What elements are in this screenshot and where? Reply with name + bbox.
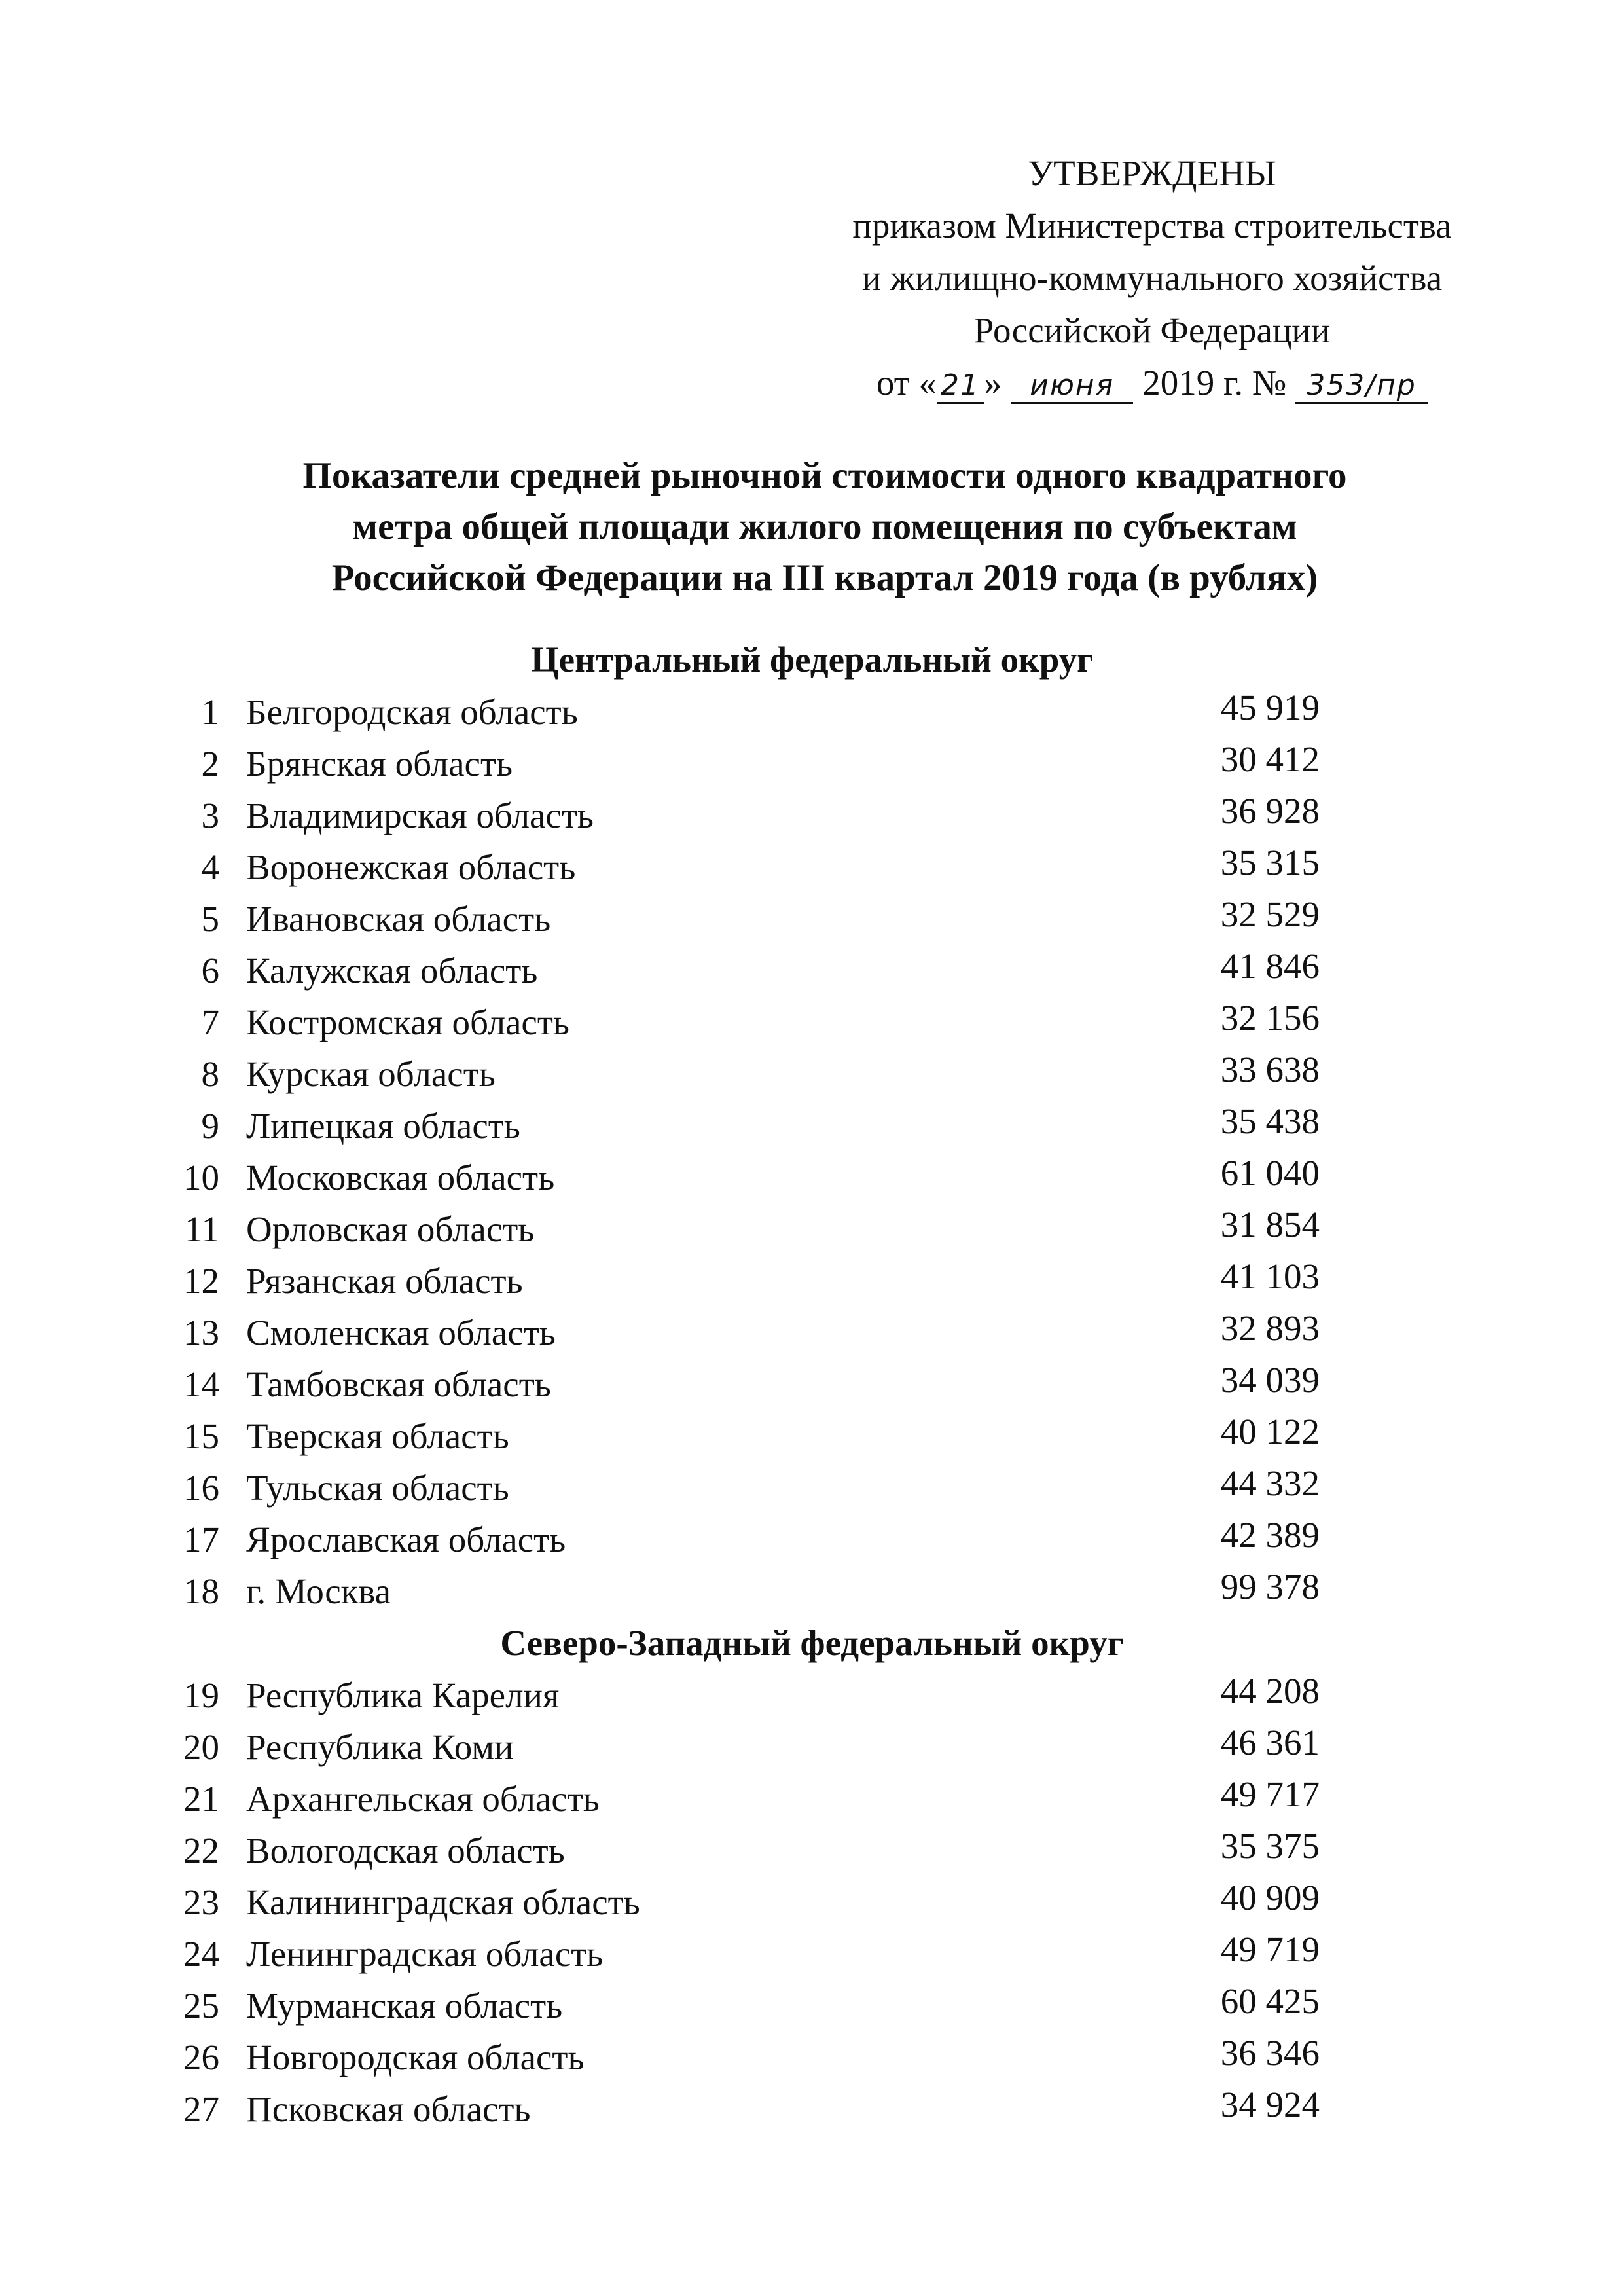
- table-row: [0, 945, 1624, 996]
- row-number: 9: [201, 1106, 219, 1146]
- price-value: 41 103: [1220, 1256, 1320, 1296]
- region-name: Рязанская область: [246, 1261, 523, 1301]
- row-number: 10: [183, 1157, 219, 1197]
- row-number: 25: [183, 1986, 219, 2026]
- row-number: 1: [201, 692, 219, 732]
- price-value: 44 208: [1220, 1671, 1320, 1711]
- price-value: 32 529: [1220, 894, 1320, 934]
- approval-line-1: приказом Министерства строительства: [852, 206, 1452, 246]
- row-number: 20: [183, 1727, 219, 1767]
- price-value: 41 846: [1220, 946, 1320, 986]
- table-row: [0, 1928, 1624, 1980]
- row-number: 23: [183, 1882, 219, 1922]
- price-value: 30 412: [1220, 739, 1320, 779]
- region-name: Ивановская область: [246, 899, 551, 939]
- region-name: Новгородская область: [246, 2037, 585, 2077]
- row-number: 16: [183, 1468, 219, 1508]
- date-month: июня: [1011, 369, 1133, 404]
- approval-line-3: Российской Федерации: [973, 310, 1331, 350]
- table-row: [0, 1980, 1624, 2032]
- price-value: 31 854: [1220, 1205, 1320, 1245]
- row-number: 22: [183, 1831, 219, 1870]
- table-row: [0, 738, 1624, 790]
- price-value: 36 346: [1220, 2033, 1320, 2073]
- region-name: Вологодская область: [246, 1831, 565, 1870]
- price-value: 32 156: [1220, 998, 1320, 1038]
- district-heading: Северо-Западный федеральный округ: [500, 1623, 1124, 1663]
- approval-heading: УТВЕРЖДЕНЫ: [1028, 153, 1276, 193]
- table-row: [0, 1565, 1624, 1617]
- region-name: Калининградская область: [246, 1882, 640, 1922]
- approval-line-2: и жилищно-коммунального хозяйства: [861, 258, 1443, 298]
- price-value: 35 315: [1220, 843, 1320, 883]
- price-value: 45 919: [1220, 687, 1320, 727]
- region-name: Тульская область: [246, 1468, 509, 1508]
- price-value: 49 719: [1220, 1929, 1320, 1969]
- row-number: 19: [183, 1675, 219, 1715]
- approval-date-line: [785, 357, 1519, 409]
- table-row: [0, 790, 1624, 841]
- price-value: 32 893: [1220, 1308, 1320, 1348]
- row-number: 2: [201, 744, 219, 784]
- table-row: [0, 1721, 1624, 1773]
- price-value: 33 638: [1220, 1049, 1320, 1089]
- region-name: Республика Коми: [246, 1727, 514, 1767]
- row-number: 27: [183, 2089, 219, 2129]
- date-prefix: от «: [876, 363, 937, 403]
- table-row: [0, 1358, 1624, 1410]
- region-name: г. Москва: [246, 1571, 391, 1611]
- row-number: 5: [201, 899, 219, 939]
- district-heading: Центральный федеральный округ: [530, 640, 1094, 680]
- price-value: 36 928: [1220, 791, 1320, 831]
- table-row: [0, 1048, 1624, 1100]
- approval-block: [785, 147, 1519, 409]
- price-value: 40 909: [1220, 1878, 1320, 1918]
- table-row: [0, 1255, 1624, 1307]
- region-name: Воронежская область: [246, 847, 576, 887]
- price-value: 49 717: [1220, 1774, 1320, 1814]
- row-number: 26: [183, 2037, 219, 2077]
- table-row: [0, 1410, 1624, 1462]
- row-number: 21: [183, 1779, 219, 1819]
- price-value: 61 040: [1220, 1153, 1320, 1193]
- region-name: Калужская область: [246, 951, 538, 991]
- region-name: Курская область: [246, 1054, 496, 1094]
- row-number: 3: [201, 795, 219, 835]
- row-number: 14: [183, 1364, 219, 1404]
- row-number: 13: [183, 1313, 219, 1353]
- table-row: [0, 1100, 1624, 1152]
- region-name: Брянская область: [246, 744, 513, 784]
- table-row: [0, 893, 1624, 945]
- row-number: 24: [183, 1934, 219, 1974]
- region-name: Владимирская область: [246, 795, 594, 835]
- table-row: [0, 686, 1624, 738]
- table-row: [0, 1203, 1624, 1255]
- row-number: 15: [183, 1416, 219, 1456]
- price-value: 60 425: [1220, 1981, 1320, 2021]
- price-value: 46 361: [1220, 1722, 1320, 1762]
- row-number: 4: [201, 847, 219, 887]
- region-name: Ярославская область: [246, 1520, 566, 1559]
- price-value: 35 438: [1220, 1101, 1320, 1141]
- title-line-2: метра общей площади жилого помещения по субъектам: [352, 506, 1297, 547]
- region-name: Костромская область: [246, 1002, 569, 1042]
- table-row: [0, 841, 1624, 893]
- table-row: [0, 1462, 1624, 1514]
- document-title: [183, 450, 1466, 604]
- row-number: 11: [185, 1209, 219, 1249]
- region-name: Белгородская область: [246, 692, 578, 732]
- price-value: 34 924: [1220, 2085, 1320, 2124]
- region-name: Республика Карелия: [246, 1675, 560, 1715]
- price-table: [0, 634, 1624, 2135]
- row-number: 18: [183, 1571, 219, 1611]
- region-name: Псковская область: [246, 2089, 531, 2129]
- row-number: 12: [183, 1261, 219, 1301]
- region-name: Смоленская область: [246, 1313, 556, 1353]
- row-number: 17: [183, 1520, 219, 1559]
- price-value: 40 122: [1220, 1412, 1320, 1451]
- title-line-1: Показатели средней рыночной стоимости одного квадратного: [302, 455, 1347, 496]
- price-value: 42 389: [1220, 1515, 1320, 1555]
- table-row: [0, 1152, 1624, 1203]
- table-row: [0, 1514, 1624, 1565]
- title-line-3: Российской Федерации на III квартал 2019 года (в рублях): [331, 557, 1318, 598]
- price-value: 99 378: [1220, 1567, 1320, 1607]
- price-value: 35 375: [1220, 1826, 1320, 1866]
- row-number: 6: [201, 951, 219, 991]
- region-name: Липецкая область: [246, 1106, 520, 1146]
- date-day: 21: [937, 369, 984, 404]
- date-mid: »: [983, 363, 1002, 403]
- table-row: [0, 1307, 1624, 1358]
- table-row: [0, 1669, 1624, 1721]
- table-row: [0, 996, 1624, 1048]
- table-row: [0, 2032, 1624, 2083]
- row-number: 8: [201, 1054, 219, 1094]
- row-number: 7: [201, 1002, 219, 1042]
- region-name: Орловская область: [246, 1209, 535, 1249]
- price-value: 34 039: [1220, 1360, 1320, 1400]
- price-value: 44 332: [1220, 1463, 1320, 1503]
- table-row: [0, 1876, 1624, 1928]
- region-name: Тверская область: [246, 1416, 509, 1456]
- table-row: [0, 2083, 1624, 2135]
- region-name: Тамбовская область: [246, 1364, 551, 1404]
- region-name: Московская область: [246, 1157, 555, 1197]
- region-name: Ленинградская область: [246, 1934, 604, 1974]
- table-row: [0, 1825, 1624, 1876]
- table-row: [0, 1773, 1624, 1825]
- region-name: Мурманская область: [246, 1986, 563, 2026]
- order-number: 353/пр: [1295, 369, 1428, 404]
- date-year: 2019 г. №: [1142, 363, 1287, 403]
- region-name: Архангельская область: [246, 1779, 600, 1819]
